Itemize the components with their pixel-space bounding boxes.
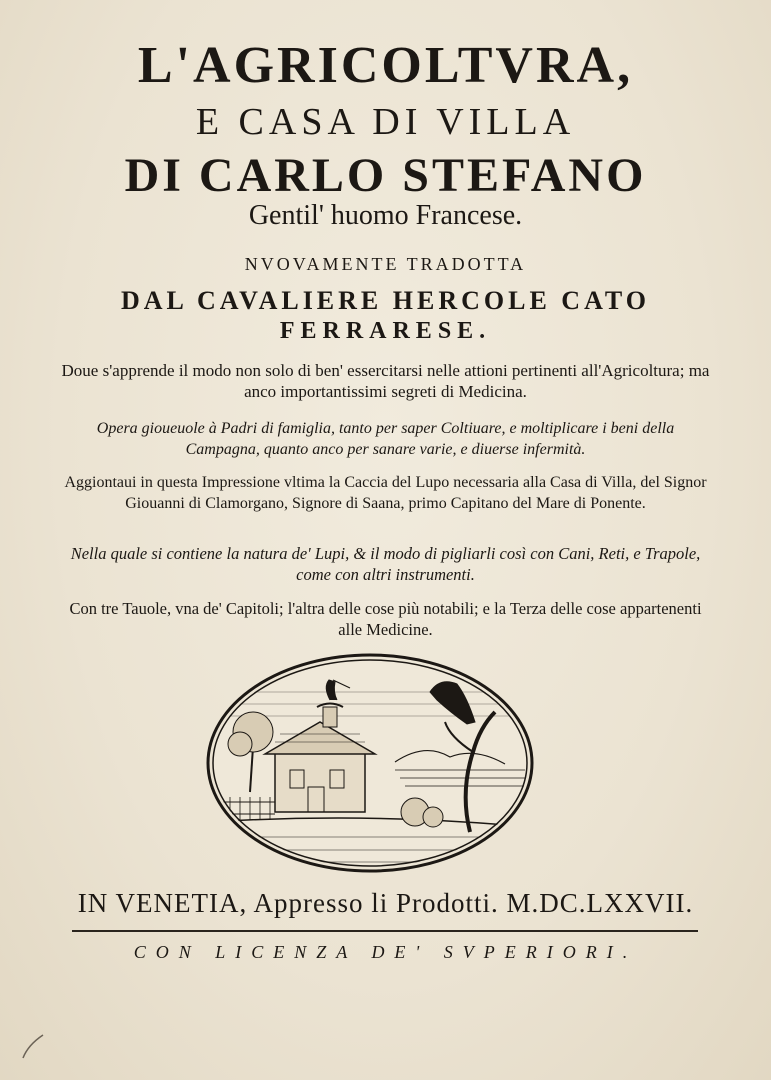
title-line-3: DI CARLO STEFANO: [124, 149, 647, 202]
horizontal-rule: [72, 930, 698, 932]
paragraph-wolves-nature: Nella quale si contiene la natura de' Lupi, & il modo di pigliarli così con Cani, Reti, e Trapole, come con altri instrumenti.: [70, 544, 701, 584]
imprint-line: IN VENETIA, Appresso li Prodotti. M.DC.LXXVII.: [77, 888, 694, 918]
license-line: CON LICENZA DE' SVPERIORI.: [133, 942, 638, 962]
paragraph-tables: Con tre Tauole, vna de' Capitoli; l'altra delle cose più notabili; e la Terza delle cose appartenenti alle Medicine.: [69, 599, 702, 639]
translator-line-1: DAL CAVALIERE HERCOLE CATO: [120, 286, 651, 315]
woodcut-vignette-illustration: [205, 652, 535, 874]
translator-line-2: FERRARESE.: [279, 318, 492, 344]
title-line-1: L'AGRICOLTVRA,: [137, 37, 634, 94]
title-line-2: E CASA DI VILLA: [195, 101, 576, 143]
translated-line: NVOVAMENTE TRADOTTA: [244, 254, 527, 274]
ink-mark-icon: [18, 1030, 48, 1060]
author-description: Gentil' huomo Francese.: [248, 200, 523, 231]
paragraph-useful-work: Opera gioueuole à Padri di famiglia, tanto per saper Coltiuare, e moltiplicare i beni della Campagna, quanto anco per sanare varie, e diuerse infermità.: [96, 420, 675, 458]
paragraph-wolf-hunt: Aggiontaui in questa Impressione vltima la Caccia del Lupo necessaria alla Casa di Villa, del Signor Giouanni di Clamorgano, Signore di Saana, primo Capitano del Mare di Ponente.: [64, 474, 707, 512]
paragraph-medicine: Doue s'apprende il modo non solo di ben' essercitarsi nelle attioni pertinenti all'Agricoltura; ma anco importantissimi segreti di Medicina.: [61, 361, 710, 401]
